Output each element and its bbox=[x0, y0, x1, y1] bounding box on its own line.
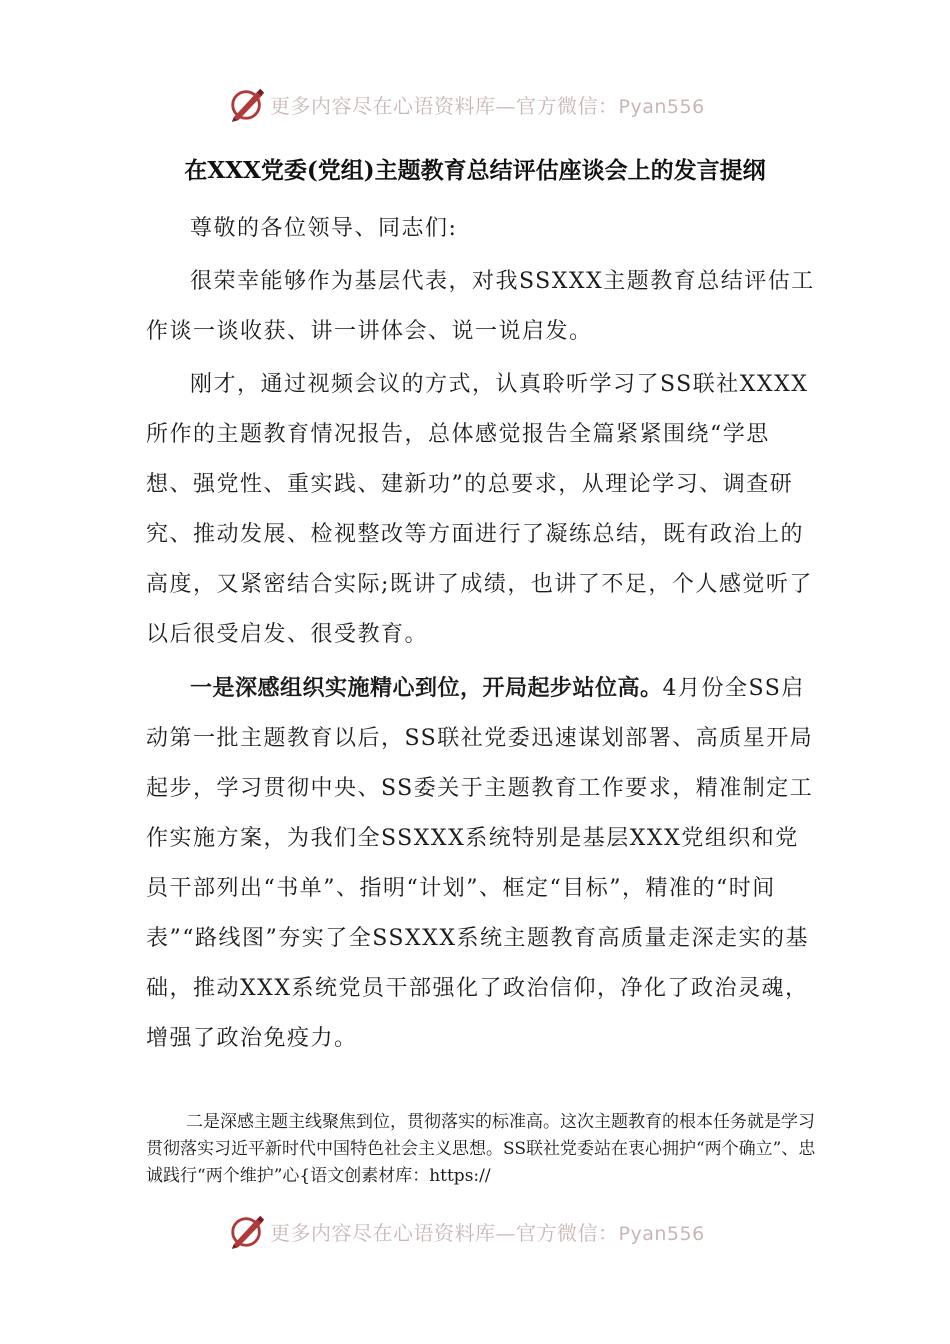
paragraph-point-one bbox=[146, 663, 816, 1064]
paragraph-point-two: 二是深感主题主线聚焦到位，贯彻落实的标准高。这次主题教育的根本任务就是学习贯彻落实习近平新时代中国特色社会主义思想。SS联社党委站在衷心拥护“两个确立”、忠诚践行“两个维护”心{语文创素材库：https:// bbox=[146, 1112, 816, 1186]
watermark-banner-top bbox=[228, 84, 705, 124]
salutation: 尊敬的各位领导、同志们: bbox=[190, 216, 458, 241]
watermark-banner-bottom bbox=[228, 1211, 705, 1251]
paragraph-intro: 很荣幸能够作为基层代表，对我SSXXX主题教育总结评估工作谈一谈收获、讲一讲体会、说一说启发。 bbox=[146, 269, 815, 344]
point-one-body: 4月份全SS启动第一批主题教育以后，SS联社党委迅速谋划部署、高质星开局起步，学习贯彻中央、SS委关于主题教育工作要求，精准制定工作实施方案，为我们全SSXXX系统特别是基层XXX党组织和党员干部列出“书单”、指明“计划”、框定“目标”，精准的“时间表”“路线图”夯实了全SSXXX系统主题教育高质量走深走实的基础，推动XXX系统党员干部强化了政治信仰，净化了政治灵魂，增强了政治免疫力。 bbox=[146, 676, 814, 1051]
document-title: 在XXX党委(党组)主题教育总结评估座谈会上的发言提纲 bbox=[184, 157, 766, 184]
pen-circle-icon bbox=[228, 85, 266, 123]
document-body bbox=[146, 204, 816, 1067]
paragraph-report: 刚才，通过视频会议的方式，认真聆听学习了SS联社XXXX所作的主题教育情况报告，总体感觉报告全篇紧紧围绕“学思想、强党性、重实践、建新功”的总要求，从理论学习、调查研究、推动发展、检视整改等方面进行了凝练总结，既有政治上的高度，又紧密结合实际;既讲了成绩，也讲了不足，个人感觉听了以后很受启发、很受教育。 bbox=[146, 372, 813, 647]
pen-circle-icon bbox=[228, 1212, 266, 1250]
watermark-text: 更多内容尽在心语资料库—官方微信：Pyan556 bbox=[270, 93, 705, 118]
point-one-heading: 一是深感组织实施精心到位，开局起步站位高。 bbox=[190, 675, 663, 701]
watermark-text: 更多内容尽在心语资料库—官方微信：Pyan556 bbox=[270, 1220, 705, 1245]
